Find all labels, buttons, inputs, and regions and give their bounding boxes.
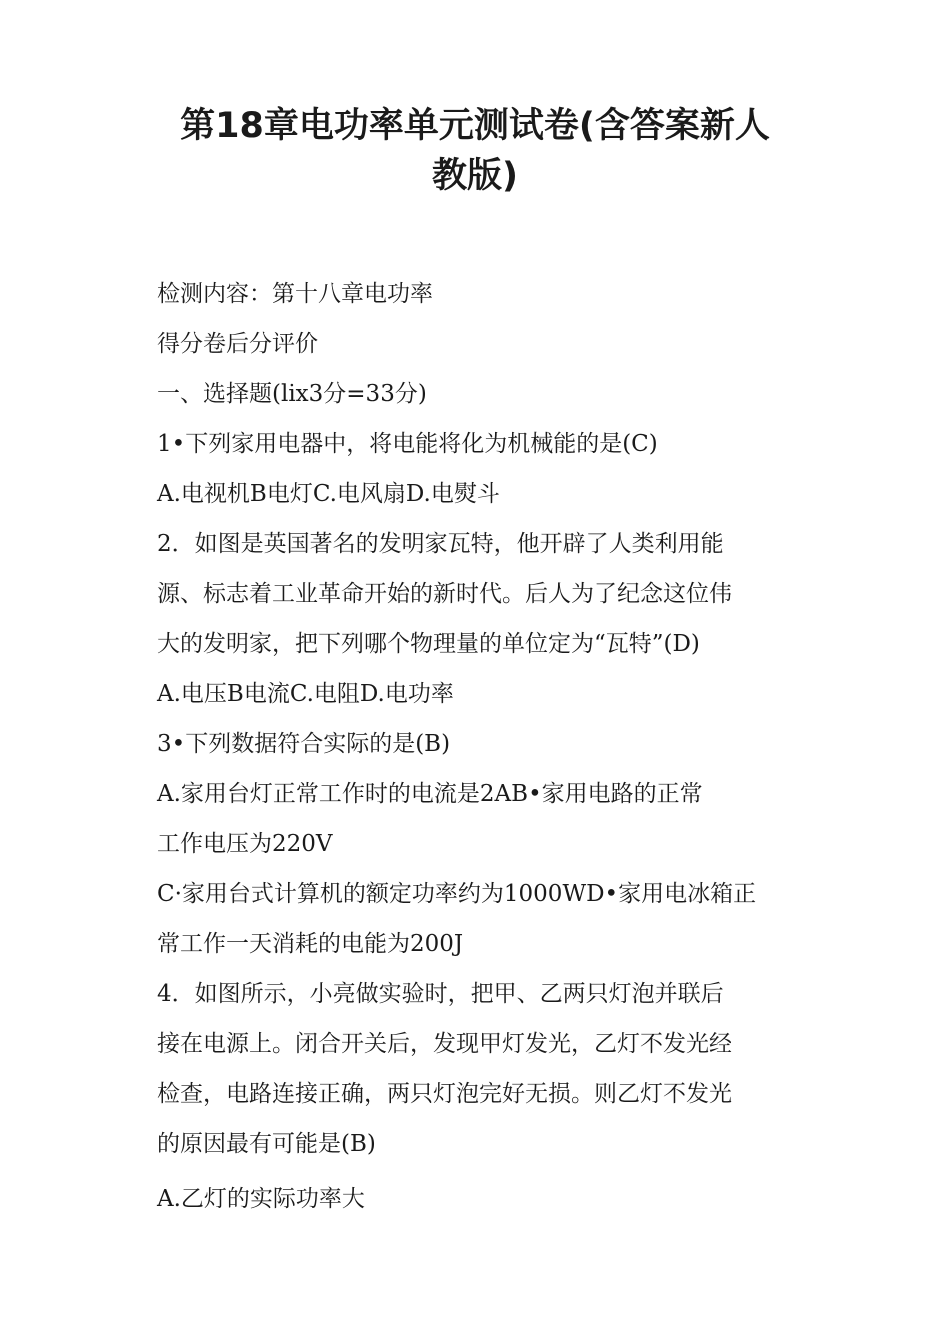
document-title-line-2: 教版) (432, 156, 518, 196)
question-2-line-2: 源、标志着工业革命开始的新时代。后人为了纪念这位伟 (157, 581, 732, 607)
document-title-line-1: 第18章电功率单元测试卷(含答案新人 (180, 106, 770, 146)
question-3: 3•下列数据符合实际的是(B) (157, 731, 451, 757)
question-4-option-a: A.乙灯的实际功率大 (157, 1186, 365, 1212)
detect-content-line: 检测内容：第十八章电功率 (157, 281, 433, 307)
question-4-line-3: 检查，电路连接正确，两只灯泡完好无损。则乙灯不发光 (157, 1081, 732, 1107)
question-4-line-4: 的原因最有可能是(B) (157, 1131, 376, 1157)
question-4-line-1: 4．如图所示，小亮做实验时，把甲、乙两只灯泡并联后 (157, 981, 724, 1007)
question-3-options-line-4: 常工作一天消耗的电能为200J (157, 931, 464, 957)
question-1: 1•下列家用电器中，将电能将化为机械能的是(C) (157, 431, 658, 457)
question-3-options-line-1: A.家用台灯正常工作时的电流是2AB•家用电路的正常 (157, 781, 703, 807)
score-line: 得分卷后分评价 (157, 331, 318, 357)
question-2-line-1: 2．如图是英国著名的发明家瓦特，他开辟了人类利用能 (157, 531, 724, 557)
question-3-options-line-2: 工作电压为220V (157, 831, 333, 857)
question-3-options-line-3: C·家用台式计算机的额定功率约为1000WD•家用电冰箱正 (157, 881, 757, 907)
question-2-line-3: 大的发明家，把下列哪个物理量的单位定为“瓦特”(D) (157, 631, 700, 657)
question-2-options: A.电压B电流C.电阻D.电功率 (157, 681, 454, 707)
question-4-line-2: 接在电源上。闭合开关后，发现甲灯发光，乙灯不发光经 (157, 1031, 732, 1057)
question-1-options: A.电视机B电灯C.电风扇D.电熨斗 (157, 481, 500, 507)
section-heading: 一、选择题(lix3分=33分) (157, 381, 427, 407)
